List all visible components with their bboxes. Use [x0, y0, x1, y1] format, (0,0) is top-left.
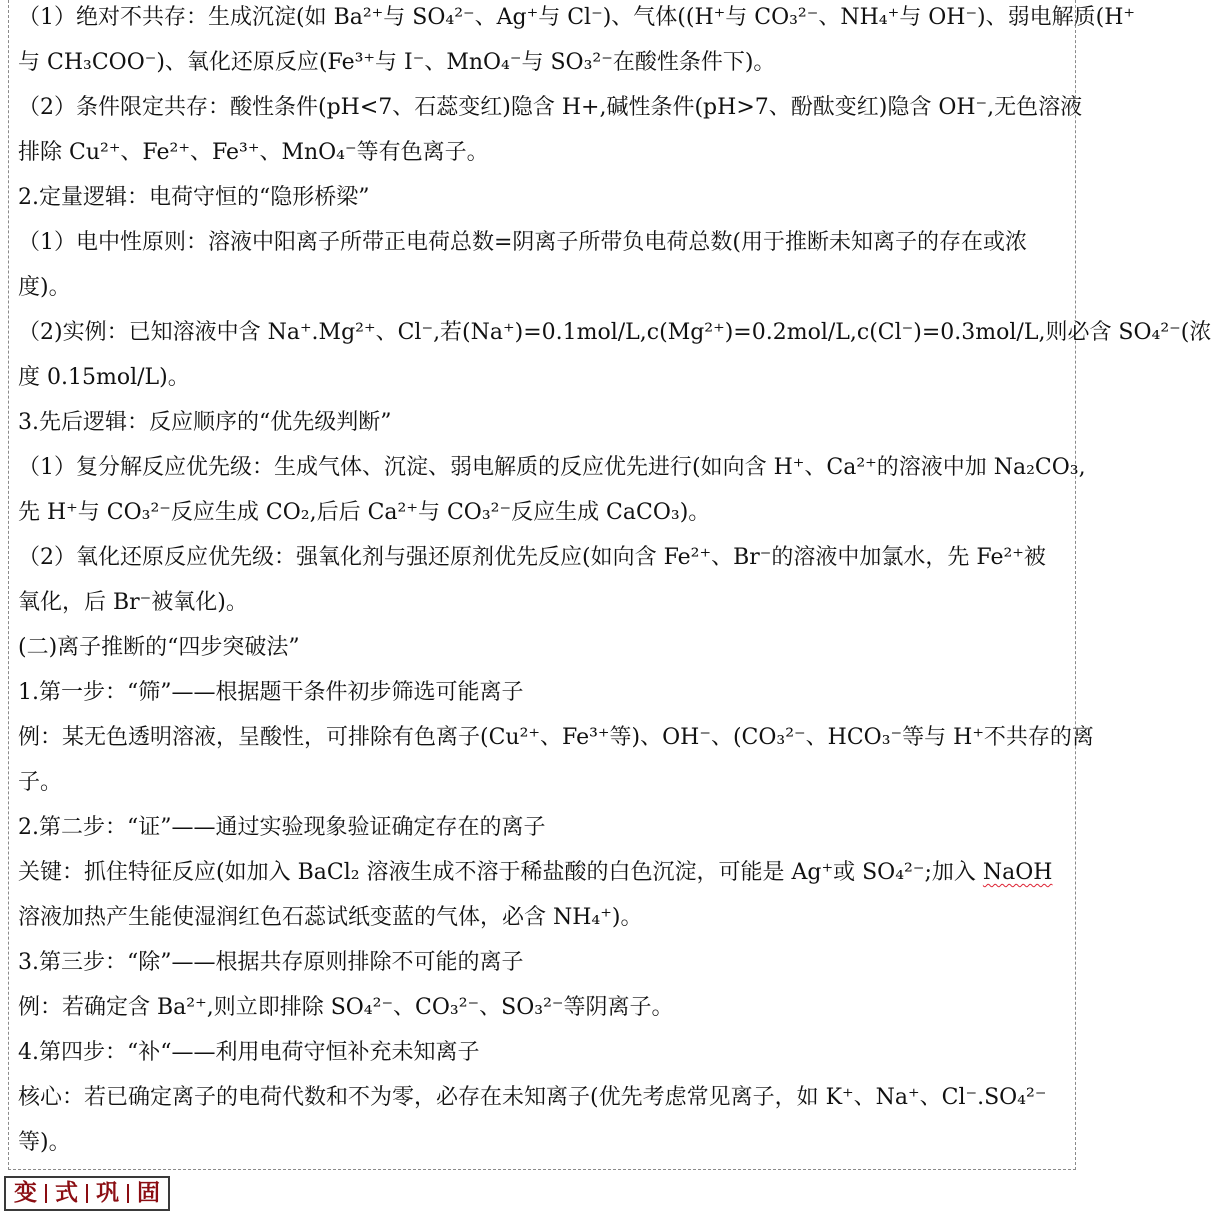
text-line: 子。 [18, 770, 63, 795]
text-line: 例：某无色透明溶液，呈酸性，可排除有色离子(Cu²⁺、Fe³⁺等)、OH⁻、(CO₃²⁻、HCO₃⁻等与 H⁺不共存的离 [18, 725, 1094, 750]
text-line: 溶液加热产生能使湿润红色石蕊试纸变蓝的气体，必含 NH₄⁺)。 [18, 905, 643, 930]
text-line: 核心：若已确定离子的电荷代数和不为零，必存在未知离子(优先考虑常见离子，如 K⁺、Na⁺、Cl⁻.SO₄²⁻ [18, 1085, 1047, 1110]
text-line: 排除 Cu²⁺、Fe²⁺、Fe³⁺、MnO₄⁻等有色离子。 [18, 140, 489, 165]
text-line: 例：若确定含 Ba²⁺,则立即排除 SO₄²⁻、CO₃²⁻、SO₃²⁻等阴离子。 [18, 995, 674, 1020]
step-heading: 3.第三步：“除”——根据共存原则排除不可能的离子 [18, 950, 524, 975]
text-line: （1）复分解反应优先级：生成气体、沉淀、弱电解质的反应优先进行(如向含 H⁺、Ca²⁺的溶液中加 Na₂CO₃, [18, 455, 1086, 480]
text-line: （2）氧化还原反应优先级：强氧化剂与强还原剂优先反应(如向含 Fe²⁺、Br⁻的溶液中加氯水，先 Fe²⁺被 [18, 545, 1046, 570]
text-line: 氧化，后 Br⁻被氧化)。 [18, 590, 248, 615]
section-badge [4, 1176, 170, 1211]
section-heading: (二)离子推断的“四步突破法” [18, 635, 300, 660]
text-line: 等)。 [18, 1130, 71, 1155]
text-line: （1）绝对不共存：生成沉淀(如 Ba²⁺与 SO₄²⁻、Ag⁺与 Cl⁻)、气体((H⁺与 CO₃²⁻、NH₄⁺与 OH⁻)、弱电解质(H⁺ [18, 5, 1136, 30]
step-heading: 4.第四步：“补“——利用电荷守恒补充未知离子 [18, 1040, 480, 1065]
spellcheck-underlined-word: NaOH [982, 860, 1053, 885]
text-line: 先 H⁺与 CO₃²⁻反应生成 CO₂,后后 Ca²⁺与 CO₃²⁻反应生成 CaCO₃)。 [18, 500, 711, 525]
badge-char: 式 [55, 1180, 78, 1206]
text-line: 度 0.15mol/L)。 [18, 365, 190, 390]
text-line [18, 858, 1052, 888]
text-line: 与 CH₃COO⁻)、氧化还原反应(Fe³⁺与 I⁻、MnO₄⁻与 SO₃²⁻在酸性条件下)。 [18, 50, 776, 75]
section-heading: 2.定量逻辑：电荷守恒的“隐形桥梁” [18, 185, 370, 210]
badge-char: 巩 [96, 1180, 119, 1206]
text-line: 度)。 [18, 275, 71, 300]
step-heading: 2.第二步：“证”——通过实验现象验证确定存在的离子 [18, 815, 546, 840]
step-heading: 1.第一步：“筛”——根据题干条件初步筛选可能离子 [18, 680, 524, 705]
section-heading: 3.先后逻辑：反应顺序的“优先级判断” [18, 410, 392, 435]
badge-char: 变 [14, 1180, 37, 1206]
text-span: 关键：抓住特征反应(如加入 BaCl₂ 溶液生成不溶于稀盐酸的白色沉淀，可能是 Ag⁺或 SO₄²⁻;加入 [18, 860, 983, 885]
text-line: （1）电中性原则：溶液中阳离子所带正电荷总数=阴离子所带负电荷总数(用于推断未知离子的存在或浓 [18, 230, 1028, 255]
badge-char: 固 [137, 1180, 160, 1206]
text-line: （2）条件限定共存：酸性条件(pH<7、石蕊变红)隐含 H+,碱性条件(pH>7、酚酞变红)隐含 OH⁻,无色溶液 [18, 95, 1083, 120]
text-line: （2)实例：已知溶液中含 Na⁺.Mg²⁺、Cl⁻,若(Na⁺)=0.1mol/L,c(Mg²⁺)=0.2mol/L,c(Cl⁻)=0.3mol/L,则必含 SO₄²⁻(浓 [18, 320, 1211, 345]
